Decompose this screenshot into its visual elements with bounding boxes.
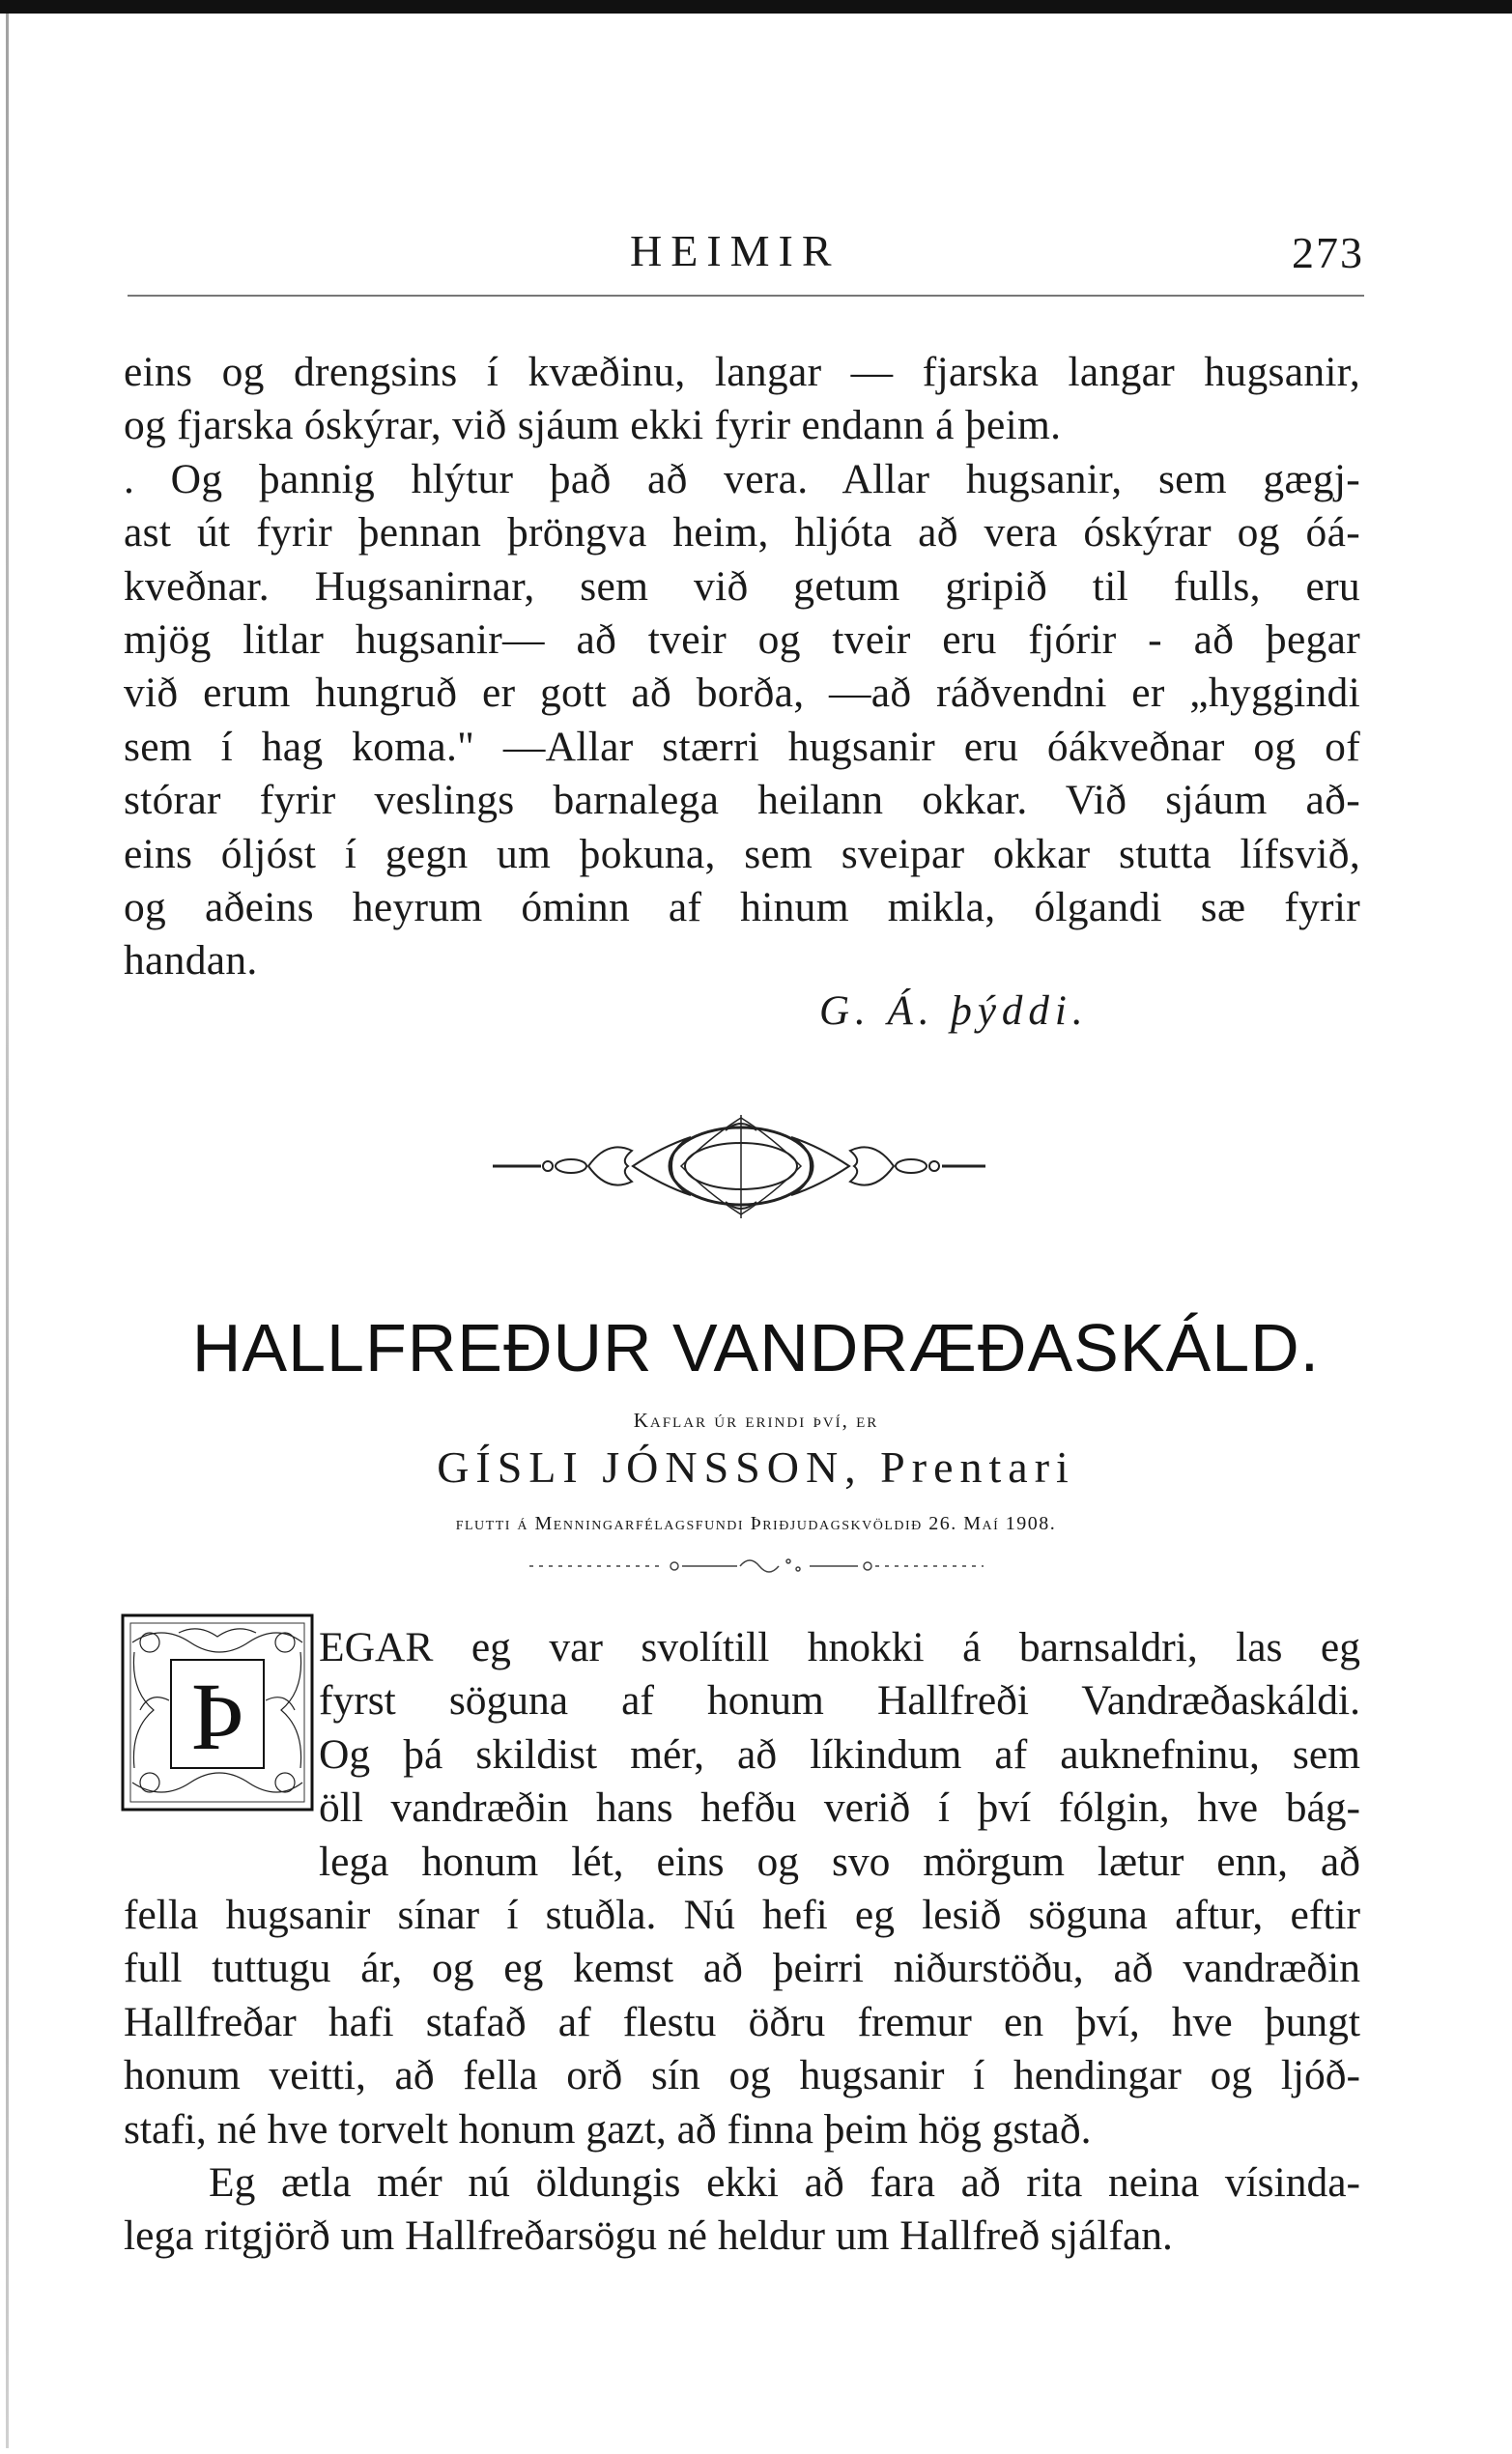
text-line: mjög litlar hugsanir— að tveir og tveir eru fjórir - að þegar [124,615,1360,663]
text-line: öll vandræðin hans hefðu verið í því fólgin, hve bág- [319,1784,1360,1832]
text-line: . Og þannig hlýtur það að vera. Allar hugsanir, sem gægj- [124,455,1360,502]
text-line: kveðnar. Hugsanirnar, sem við getum gripið til fulls, eru [124,562,1360,610]
text-line: lega honum lét, eins og svo mörgum lætur enn, að [319,1838,1360,1885]
drop-cap-letter: Þ [190,1663,244,1770]
article-body [124,1621,1360,2264]
translator-signature: G. Á. þýddi. [819,988,1089,1034]
text-line: Eg ætla mér nú öldungis ekki að fara að rita neina vísinda- [209,2158,1360,2206]
text-line: fella hugsanir sínar í stuðla. Nú hefi eg lesið söguna aftur, eftir [124,1891,1360,1938]
page-top-edge [0,0,1512,14]
text-line: honum veitti, að fella orð sín og hugsanir í hendingar og ljóð- [124,2052,1360,2099]
text-line: eins og drengsins í kvæðinu, langar — fjarska langar hugsanir, [124,349,1360,395]
page-number: 273 [1292,228,1364,277]
text-line: full tuttugu ár, og eg kemst að þeirri niðurstöðu, að vandræðin [124,1945,1360,1992]
text-line: EGAR eg var svolítill hnokki á barnsaldri, las eg [319,1624,1360,1670]
text-line: handan. [124,937,258,984]
text-line: og fjarska óskýrar, við sjáum ekki fyrir endann á þeim. [124,402,1062,449]
text-line: við erum hungruð er gott að borða, —að ráðvendni er „hyggindi [124,670,1360,717]
text-line: Hallfreðar hafi stafað af flestu öðru fremur en því, hve þungt [124,1998,1360,2045]
article-note: flutti á Menningarfélagsfundi Þriðjudagskvöldið 26. Maí 1908. [455,1513,1057,1534]
page-header [128,217,1364,285]
page-left-edge [6,14,9,2448]
text-line: eins óljóst í gegn um þokuna, sem sveipar okkar stutta lífsvið, [124,830,1360,877]
header-rule [128,295,1364,297]
text-line: stórar fyrir veslings barnalega heilann okkar. Við sjáum að- [124,777,1360,824]
text-line: sem í hag koma." —Allar stærri hugsanir eru óákveðnar og of [124,723,1360,770]
running-title: HEIMIR [630,226,841,275]
text-line: stafi, né hve torvelt honum gazt, að finna þeim hög gstað. [124,2105,1092,2153]
text-line: lega ritgjörð um Hallfreðarsögu né heldur um Hallfreð sjálfan. [124,2212,1173,2260]
decorative-ornament [488,1111,990,1222]
text-line: Og þá skildist mér, að líkindum af auknefninu, sem [319,1730,1360,1778]
article-subtitle: Kaflar úr erindi því, er [633,1409,879,1432]
text-line: fyrst söguna af honum Hallfreði Vandræðaskáldi. [319,1677,1360,1725]
article-title: HALLFREÐUR VANDRÆÐASKÁLD. [191,1310,1321,1385]
article-author: GÍSLI JÓNSSON, Prentari [437,1442,1075,1492]
text-line: og aðeins heyrum óminn af hinum mikla, ólgandi sæ fyrir [124,883,1360,930]
text-line: ast út fyrir þennan þröngva heim, hljóta að vera óskýrar og óá- [124,509,1360,556]
small-divider-ornament [529,1554,984,1579]
continued-paragraph [124,346,1360,988]
